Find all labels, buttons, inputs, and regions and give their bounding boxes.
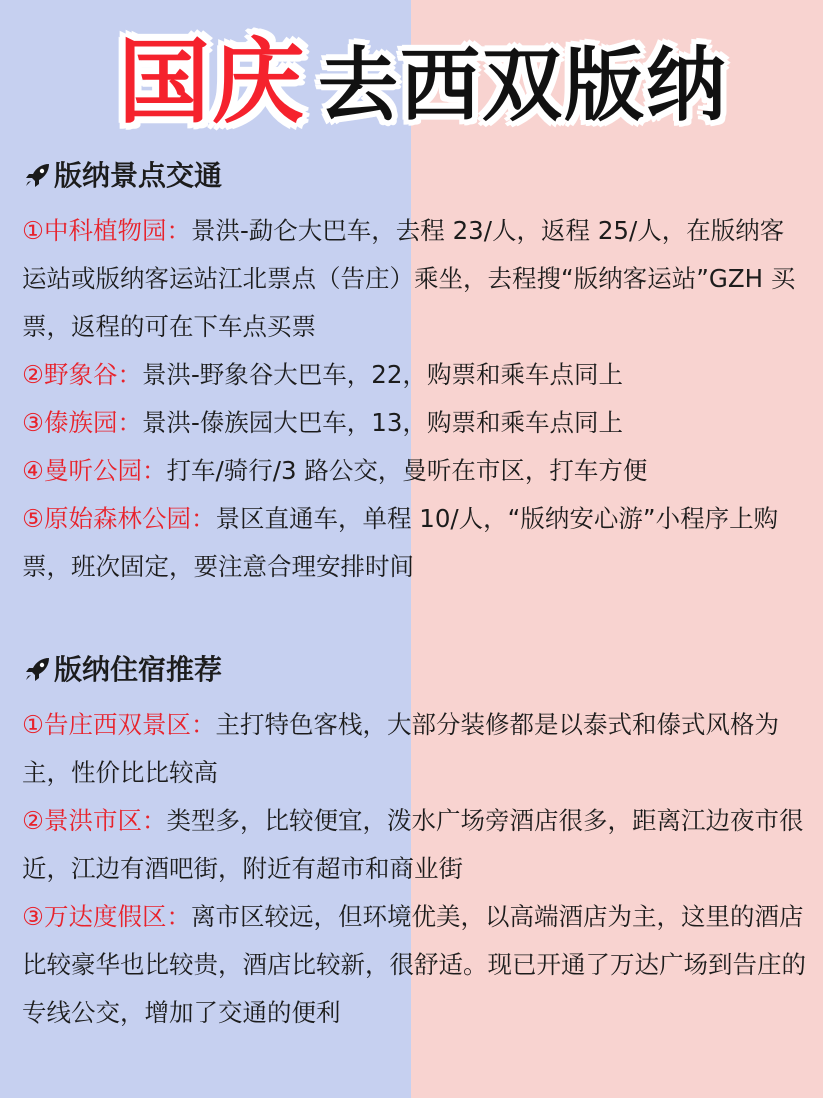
- list-item: [22, 447, 807, 495]
- title-main: 去西双版纳: [318, 39, 728, 132]
- item-label: ②景洪市区：: [22, 806, 167, 835]
- item-label: ⑤原始森林公园：: [22, 504, 216, 533]
- list-item: [22, 701, 807, 797]
- section-heading: [22, 650, 807, 690]
- item-label: ①告庄西双景区：: [22, 710, 216, 739]
- section-transport: [22, 156, 807, 591]
- title-highlight: 国庆: [118, 29, 307, 136]
- item-text: 类型多，比较便宜，泼水广场旁酒店很多，距离江边夜市很近，江边有酒吧街，附近有超市和商业街: [22, 806, 804, 883]
- item-text: 景洪-勐仑大巴车，去程 23/人，返程 25/人，在版纳客运站或版纳客运站江北票点（告庄）乘坐，去程搜“版纳客运站”GZH 买票，返程的可在下车点买票: [22, 216, 796, 341]
- item-text: 打车/骑行/3 路公交，曼听在市区，打车方便: [166, 456, 648, 485]
- item-text: 离市区较远，但环境优美，以高端酒店为主，这里的酒店比较豪华也比较贵，酒店比较新，很舒适。现已开通了万达广场到告庄的专线公交，增加了交通的便利: [22, 902, 806, 1027]
- section-heading-text: 版纳景点交通: [54, 159, 223, 192]
- accommodation-list: [22, 701, 807, 1037]
- list-item: [22, 495, 807, 591]
- item-text: 景区直通车，单程 10/人，“版纳安心游”小程序上购票，班次固定，要注意合理安排时间: [22, 504, 779, 581]
- item-label: ①中科植物园：: [22, 216, 191, 245]
- list-item: [22, 399, 807, 447]
- list-item: [22, 351, 807, 399]
- section-heading-text: 版纳住宿推荐: [54, 653, 223, 686]
- item-label: ③万达度假区：: [22, 902, 191, 931]
- item-text: 景洪-野象谷大巴车，22，购票和乘车点同上: [141, 360, 623, 389]
- section-accommodation: [22, 650, 807, 1037]
- section-heading: [22, 156, 807, 196]
- item-text: 主打特色客栈，大部分装修都是以泰式和傣式风格为主，性价比比较高: [22, 710, 779, 787]
- rocket-icon: [22, 161, 52, 191]
- item-text: 景洪-傣族园大巴车，13，购票和乘车点同上: [141, 408, 623, 437]
- rocket-icon: [22, 655, 52, 685]
- item-label: ④曼听公园：: [22, 456, 167, 485]
- list-item: [22, 797, 807, 893]
- transport-list: [22, 207, 807, 591]
- item-label: ②野象谷：: [22, 360, 142, 389]
- list-item: [22, 893, 807, 1037]
- list-item: [22, 207, 807, 351]
- item-label: ③傣族园：: [22, 408, 142, 437]
- page-header: [0, 18, 823, 148]
